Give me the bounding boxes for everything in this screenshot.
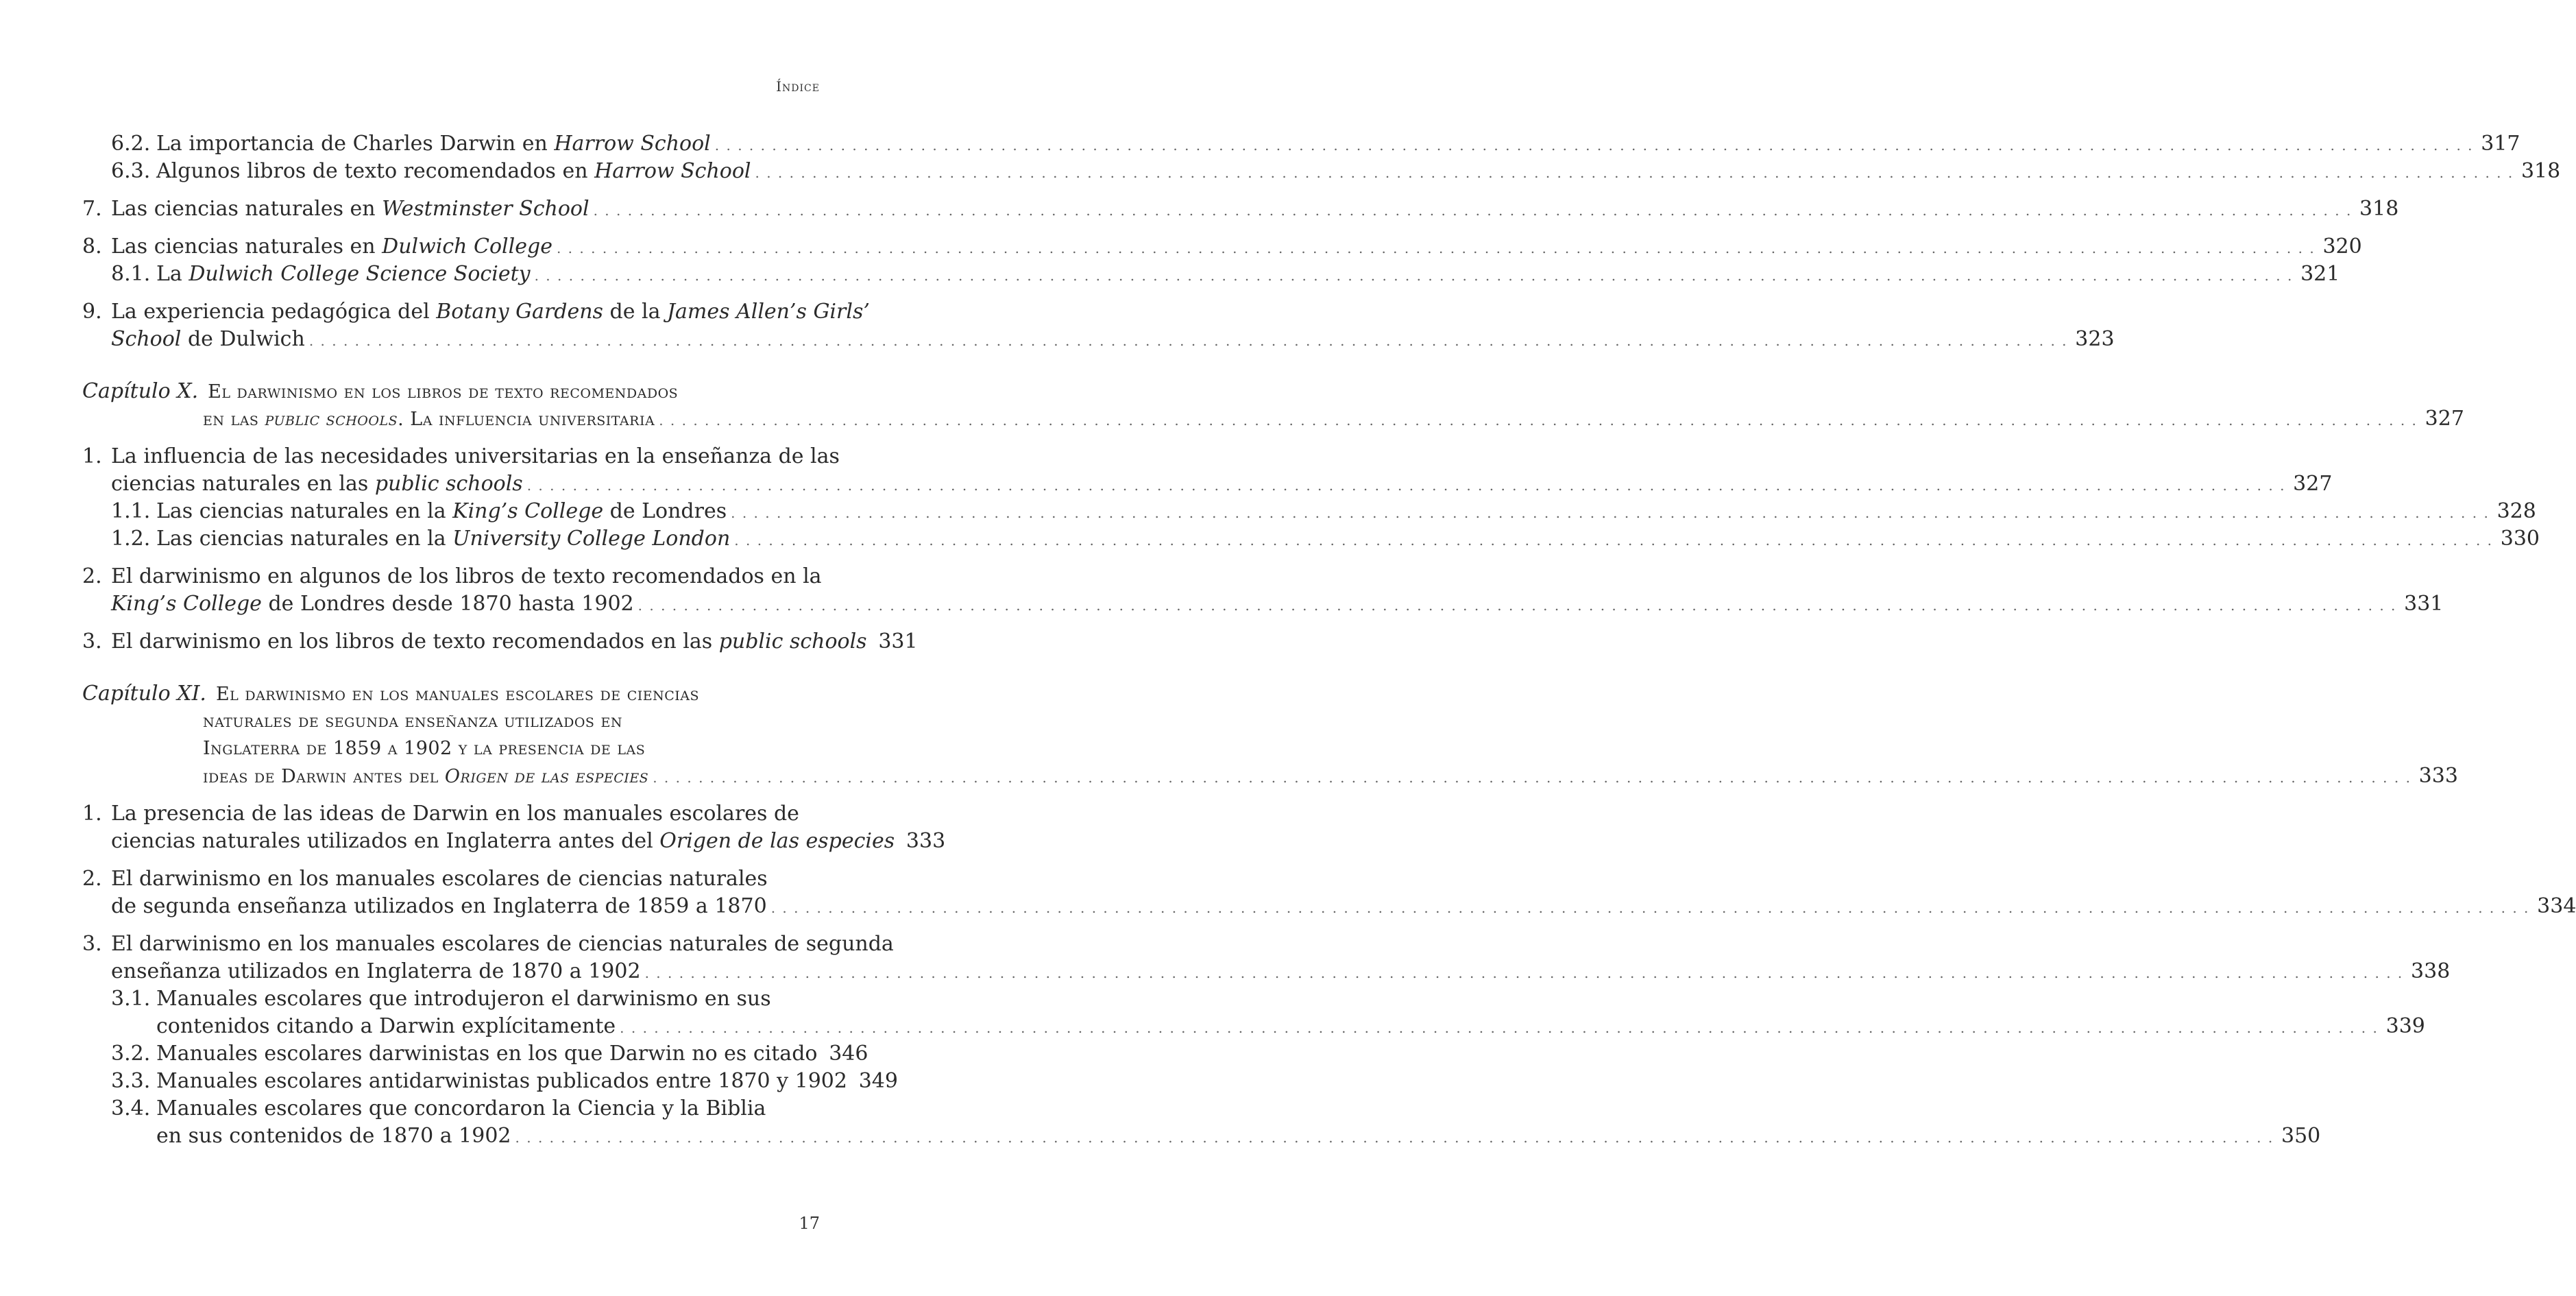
page-ref: 320 [2322, 235, 2362, 259]
chapter-title: ideas de Darwin antes del [203, 766, 445, 787]
chapter-title: El darwinismo en los manuales escolares de ciencias [215, 684, 700, 705]
chapter-title-italic: Origen de las especies [444, 766, 649, 787]
entry-title-italic: Westminster School [382, 197, 590, 221]
entry-title-italic: King’s College [452, 499, 604, 523]
entry-number: 2. [82, 564, 102, 588]
chapter-title: Inglaterra de 1859 a 1902 y la presencia de las [203, 738, 646, 759]
toc-entry-x-1-2[interactable] [82, 525, 2540, 553]
dot-leader [557, 235, 2316, 262]
entry-title: La influencia de las necesidades universitarias en la enseñanza de las [111, 444, 840, 468]
page-ref: 323 [2075, 327, 2115, 351]
page-ref: 327 [2293, 472, 2333, 496]
entry-title: en sus contenidos de 1870 a 1902 [156, 1124, 511, 1148]
entry-title: Manuales escolares que introdujeron el darwinismo en sus [156, 987, 771, 1011]
toc-entry-xi-1-line2[interactable] [82, 828, 946, 855]
toc-entry-9-line1[interactable] [82, 298, 870, 326]
dot-leader [715, 132, 2474, 159]
toc-entry-x-3[interactable] [82, 628, 918, 656]
entry-title-italic: James Allen’s Girls’ [667, 300, 870, 324]
toc-entry-x-2-line1[interactable] [82, 563, 820, 590]
entry-number: 6.2. [111, 132, 151, 156]
entry-title-italic: School [111, 327, 182, 351]
entry-title: de Londres [603, 499, 727, 523]
entry-number: 3. [82, 932, 102, 956]
dot-leader [755, 159, 2514, 187]
toc-entry-xi-3-3[interactable] [82, 1068, 898, 1095]
toc-entry-9-line2[interactable] [82, 326, 2115, 353]
page-ref: 334 [2537, 894, 2576, 918]
entry-title: El darwinismo en los manuales escolares de ciencias naturales [111, 867, 768, 891]
toc-entry-xi-3-1-line1[interactable] [82, 985, 820, 1013]
chapter-title: . La influencia universitaria [398, 409, 655, 430]
entry-title-italic: Harrow School [594, 159, 751, 183]
entry-number: 1.1. [111, 499, 151, 523]
page-ref: 339 [2385, 1014, 2425, 1038]
dot-leader [638, 592, 2397, 619]
toc-entry-xi-3-line1[interactable] [82, 931, 894, 958]
page-ref: 338 [2411, 959, 2451, 983]
dot-leader [771, 894, 2530, 922]
chapter-xi-heading-line2[interactable] [82, 708, 820, 735]
entry-title: Manuales escolares que concordaron la Ciencia y la Biblia [156, 1096, 766, 1120]
entry-title: contenidos citando a Darwin explícitamente [156, 1014, 616, 1038]
entry-title: La importancia de Charles Darwin en [156, 132, 555, 156]
entry-title: Manuales escolares darwinistas en los que Darwin no es citado [156, 1042, 818, 1066]
entry-number: 9. [82, 300, 102, 324]
toc-entry-x-1-1[interactable] [82, 498, 2536, 525]
dot-leader [527, 472, 2286, 499]
entry-title: enseñanza utilizados en Inglaterra de 1870 a 1902 [111, 959, 641, 983]
page-ref: 350 [2281, 1124, 2321, 1148]
toc-entry-6-3[interactable] [82, 158, 2561, 185]
chapter-title-italic: public schools [265, 409, 398, 430]
page-ref: 349 [858, 1069, 898, 1093]
entry-number: 3.1. [111, 987, 151, 1011]
page-ref: 321 [2300, 262, 2340, 286]
dot-leader [734, 527, 2493, 554]
page-ref: 330 [2500, 527, 2540, 551]
entry-title: Manuales escolares antidarwinistas publicados entre 1870 y 1902 [156, 1069, 847, 1093]
entry-title: de Dulwich [181, 327, 305, 351]
toc-entry-7[interactable] [82, 195, 2399, 223]
entry-number: 1. [82, 802, 102, 826]
entry-number: 2. [82, 867, 102, 891]
toc-entry-xi-2-line1[interactable] [82, 865, 820, 893]
chapter-label: Capítulo X. [82, 379, 199, 403]
entry-number: 3. [82, 629, 102, 653]
page-ref: 331 [878, 629, 918, 653]
page-ref: 333 [906, 829, 946, 853]
chapter-xi-heading-line4[interactable] [82, 763, 2458, 790]
chapter-title: en las [203, 409, 265, 430]
toc-entry-x-1-line1[interactable] [82, 443, 840, 470]
dot-leader [620, 1014, 2379, 1042]
entry-title-italic: Botany Gardens [436, 300, 603, 324]
toc-entry-xi-2-line2[interactable] [82, 893, 2576, 920]
dot-leader [653, 764, 2411, 791]
toc-entry-x-2-line2[interactable] [82, 590, 2444, 618]
entry-title: La presencia de las ideas de Darwin en los manuales escolares de [111, 802, 799, 826]
entry-number: 3.2. [111, 1042, 151, 1066]
entry-title: de Londres desde 1870 hasta 1902 [261, 592, 634, 616]
toc-entry-xi-1-line1[interactable] [82, 800, 820, 828]
page-ref: 318 [2520, 159, 2561, 183]
toc-entry-8[interactable] [82, 233, 2362, 261]
entry-number: 1. [82, 444, 102, 468]
dot-leader [645, 959, 2404, 987]
page-ref: 331 [2404, 592, 2444, 616]
dot-leader [515, 1124, 2274, 1151]
toc-entry-xi-3-4-line2[interactable] [82, 1123, 2321, 1150]
chapter-title: El darwinismo en los libros de texto recomendados [208, 381, 679, 403]
entry-title: Algunos libros de texto recomendados en [156, 159, 595, 183]
chapter-x-heading-line2[interactable] [82, 405, 2464, 433]
chapter-label: Capítulo XI. [82, 682, 206, 706]
running-head: Índice [776, 78, 820, 95]
page-ref: 333 [2418, 764, 2458, 788]
entry-title-italic: Dulwich College Science Society [189, 262, 531, 286]
entry-number: 7. [82, 197, 102, 221]
entry-title: de la [603, 300, 668, 324]
entry-number: 3.4. [111, 1096, 151, 1120]
entry-title-italic: Harrow School [554, 132, 711, 156]
toc-entry-6-2[interactable] [82, 130, 2520, 158]
toc-entry-xi-3-line2[interactable] [82, 958, 2451, 985]
entry-title: de segunda enseñanza utilizados en Inglaterra de 1859 a 1870 [111, 894, 767, 918]
page-number: 17 [799, 1214, 820, 1233]
entry-number: 6.3. [111, 159, 151, 183]
entry-title: ciencias naturales utilizados en Inglaterra antes del [111, 829, 660, 853]
chapter-xi-heading-line3[interactable] [82, 735, 820, 763]
page-ref: 327 [2425, 407, 2464, 431]
entry-title: La experiencia pedagógica del [111, 300, 437, 324]
page-ref: 328 [2496, 499, 2536, 523]
entry-title: Las ciencias naturales en [111, 235, 382, 259]
dot-leader [594, 197, 2353, 224]
table-of-contents [82, 130, 2576, 1150]
entry-title: El darwinismo en algunos de los libros de texto recomendados en la [111, 564, 822, 588]
entry-title-italic: public schools [374, 472, 523, 496]
entry-title-italic: Origen de las especies [659, 829, 895, 853]
page-ref: 346 [829, 1042, 868, 1066]
entry-title: El darwinismo en los manuales escolares de ciencias naturales de segunda [111, 932, 894, 956]
entry-title: Las ciencias naturales en [111, 197, 382, 221]
toc-entry-xi-3-1-line2[interactable] [82, 1013, 2425, 1040]
toc-entry-x-1-line2[interactable] [82, 470, 2333, 498]
entry-number: 3.3. [111, 1069, 151, 1093]
entry-title: ciencias naturales en las [111, 472, 375, 496]
dot-leader [309, 327, 2068, 355]
page-ref: 317 [2481, 132, 2520, 156]
chapter-xi-heading[interactable] [82, 680, 820, 708]
dot-leader [535, 262, 2294, 289]
toc-entry-xi-3-2[interactable] [82, 1040, 868, 1068]
toc-entry-xi-3-4-line1[interactable] [82, 1095, 820, 1123]
entry-title-italic: public schools [718, 629, 867, 653]
entry-title-italic: University College London [452, 527, 731, 551]
entry-title: La [156, 262, 189, 286]
entry-title-italic: King’s College [111, 592, 262, 616]
entry-title: El darwinismo en los libros de texto recomendados en las [111, 629, 719, 653]
entry-number: 8. [82, 235, 102, 259]
toc-entry-8-1[interactable] [82, 261, 2340, 288]
entry-number: 1.2. [111, 527, 151, 551]
page-ref: 318 [2359, 197, 2399, 221]
dot-leader [659, 407, 2418, 434]
entry-title-italic: Dulwich College [382, 235, 552, 259]
chapter-x-heading[interactable] [82, 378, 820, 405]
entry-title: Las ciencias naturales en la [156, 499, 453, 523]
dot-leader [731, 499, 2490, 527]
entry-number: 8.1. [111, 262, 151, 286]
chapter-title: naturales de segunda enseñanza utilizados en [203, 710, 623, 732]
entry-title: Las ciencias naturales en la [156, 527, 453, 551]
